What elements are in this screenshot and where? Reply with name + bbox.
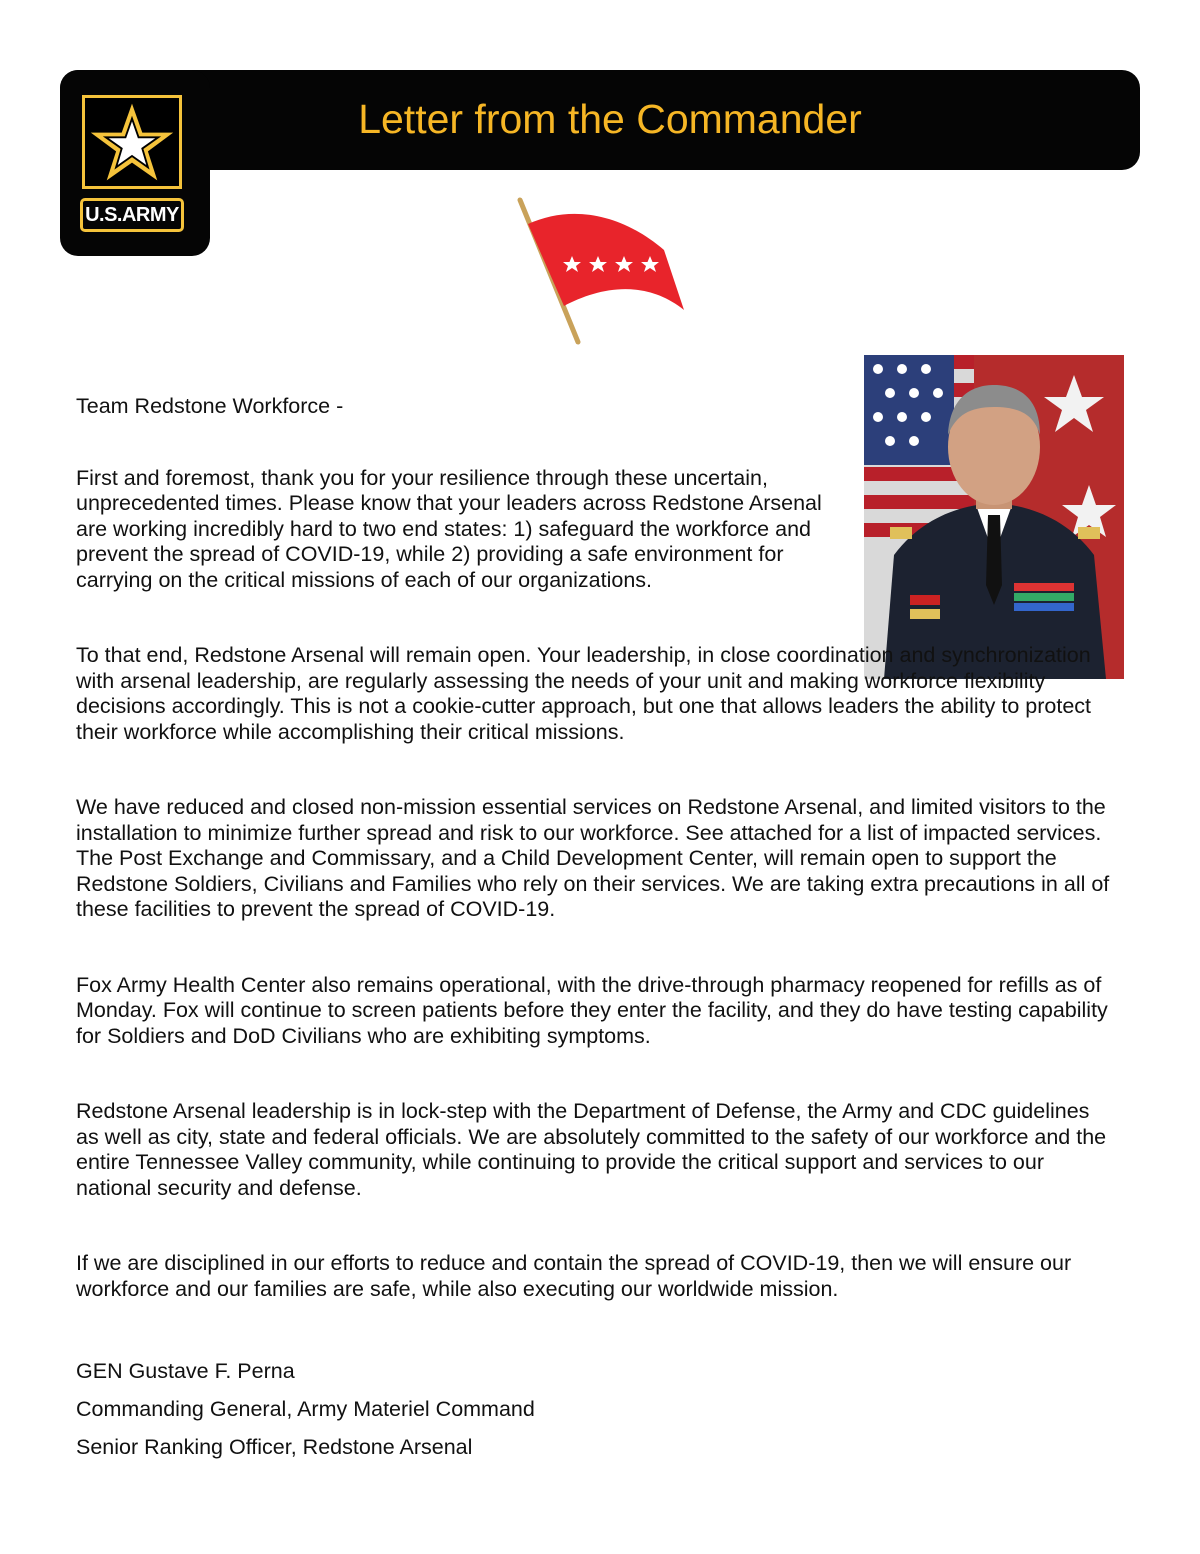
- signature-title: Commanding General, Army Materiel Command: [76, 1397, 535, 1421]
- letter-body: [76, 394, 1116, 1466]
- army-wordmark: U.S.ARMY: [80, 198, 184, 232]
- signature-title: Senior Ranking Officer, Redstone Arsenal: [76, 1435, 473, 1459]
- signature-block: [76, 1352, 1116, 1466]
- letter-paragraph: We have reduced and closed non-mission essential services on Redstone Arsenal, and limited visitors to the installation to minimize further spread and risk to our workforce. See attached for a list of impacted services. The Post Exchange and Commissary, and a Child Development Center, will remain open to support the Redstone Soldiers, Civilians and Families who rely on their services. We are taking extra precautions in all of these facilities to prevent the spread of COVID-19.: [76, 795, 1110, 921]
- letter-paragraph: Redstone Arsenal leadership is in lock-step with the Department of Defense, the Army and CDC guidelines as well as city, state and federal officials. We are absolutely committed to the safety of our workforce and the entire Tennessee Valley community, while continuing to provide the critical support and services to our national security and defense.: [76, 1099, 1107, 1200]
- letter-paragraph: First and foremost, thank you for your resilience through these uncertain, unprecedented times. Please know that your leaders across Redstone Arsenal are working incredibly hard to two end states: 1) safeguard the workforce and prevent the spread of COVID-19, while 2) providing a safe environment for carrying on the critical missions of each of our organizations.: [76, 465, 822, 592]
- page-title: Letter from the Commander: [358, 96, 862, 142]
- army-star-icon: [82, 95, 182, 189]
- letter-paragraph: If we are disciplined in our efforts to reduce and contain the spread of COVID-19, then we will ensure our workforce and our families are safe, while also executing our worldwide mission.: [76, 1251, 1072, 1301]
- letter-paragraph: Fox Army Health Center also remains operational, with the drive-through pharmacy reopened for refills as of Monday. Fox will continue to screen patients before they enter the facility, and they do have testing capability for Soldiers and DoD Civilians who are exhibiting symptoms.: [76, 972, 1108, 1048]
- letter-salutation: Team Redstone Workforce -: [76, 394, 344, 418]
- four-star-general-flag-icon: [512, 194, 692, 346]
- letter-paragraph: To that end, Redstone Arsenal will remain open. Your leadership, in close coordination and synchronization with arsenal leadership, are regularly assessing the needs of your unit and making workforce flexibility decisions accordingly. This is not a cookie-cutter approach, but one that allows leaders the ability to protect their workforce while accomplishing their critical missions.: [76, 643, 1092, 744]
- signature-name: GEN Gustave F. Perna: [76, 1359, 295, 1383]
